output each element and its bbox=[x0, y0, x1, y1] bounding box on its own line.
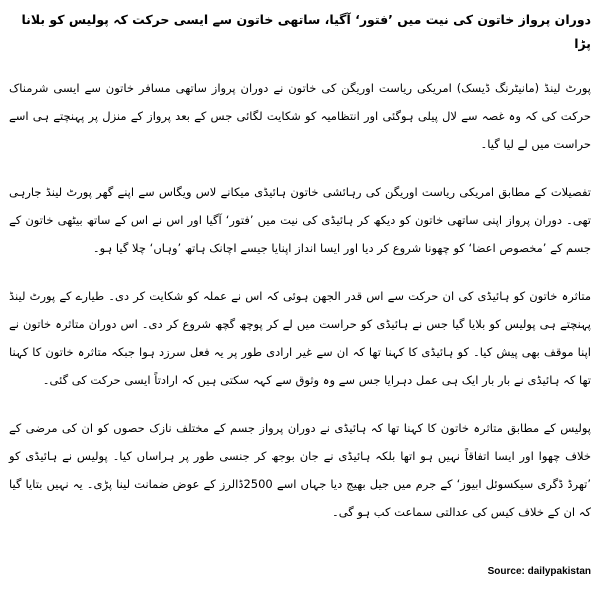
article-paragraph-4: پولیس کے مطابق متاثرہ خاتون کا کہنا تھا کہ ہائیڈی نے دوران پرواز جسم کے مختلف نازک حصوں کو ان کی مرضی کے خلاف چھوا اور ایسا اتفاقاً نہیں ہو اتھا بلکہ ہائیڈی نے جان بوجھ کر جنسی طور پر ہراساں کیا۔ پولیس نے ہائیڈی کو ’تھرڈ ڈگری سیکسوئل ابیوز‘ کے جرم میں جیل بھیج دیا جہاں اسے 2500ڈالرز کے عوض ضمانت لینا پڑی۔ یہ نہیں بتایا گیا کہ ان کے خلاف کیس کی عدالتی سماعت کب ہو گی۔ bbox=[9, 421, 591, 519]
article-paragraph-3: متاثرہ خاتون کو ہائیڈی کی ان حرکت سے اس قدر الجھن ہوئی کہ اس نے عملہ کو شکایت کر دی۔ طیارے کے پورٹ لینڈ پہنچتے ہی پولیس کو بلایا گیا جس نے ہائیڈی کو حراست میں لے کر پوچھ گچھ شروع کر دی۔ اس دوران متاثرہ خاتون نے اپنا موقف بھی پیش کیا۔ کو ہائیڈی کا کہنا تھا کہ ان سے غیر ارادی طور پر یہ فعل سرزد ہوا جبکہ متاثرہ خاتون کا کہنا تھا کہ ہائیڈی نے بار بار ایک ہی عمل دہرایا جس سے وہ وثوق سے کہہ سکتی ہیں کہ ارادتاً ایسی حرکت کی گئی۔ bbox=[9, 289, 591, 387]
article-body bbox=[9, 74, 591, 526]
article-title: دوران پرواز خاتون کی نیت میں ’فتور‘ آگیا، ساتھی خاتون سے ایسی حرکت کہ پولیس کو بلانا پڑا bbox=[21, 12, 591, 51]
article-paragraph-1: پورٹ لینڈ (مانیٹرنگ ڈیسک) امریکی ریاست اوریگن کی خاتون نے دوران پرواز ساتھی مسافر خاتون سے ایسی شرمناک حرکت کی کہ وہ غصہ سے لال پیلی ہوگئی اور انتظامیہ کو شکایت لگائی جس کے بعد پرواز کے منزل پر پہنچتے ہی اسے حراست میں لے لیا گیا۔ bbox=[9, 81, 591, 151]
article-paragraph-2: تفصیلات کے مطابق امریکی ریاست اوریگن کی رہائشی خاتون ہائیڈی میکانے لاس ویگاس سے اپنے گھر پورٹ لینڈ جارہی تھی۔ دوران پرواز اپنی ساتھی خاتون کو دیکھ کر ہائیڈی کی نیت میں ’فتور‘ آگیا اور اس نے اس کے ساتھ بیٹھی خاتون کے جسم کے ’مخصوص اعضا‘ کو چھونا شروع کر دیا اور ایسا انداز اپنایا جیسے اچانک ہاتھ ’وہاں‘ چلا گیا ہو۔ bbox=[9, 185, 591, 255]
source-credit: Source: dailypakistan bbox=[487, 566, 591, 577]
